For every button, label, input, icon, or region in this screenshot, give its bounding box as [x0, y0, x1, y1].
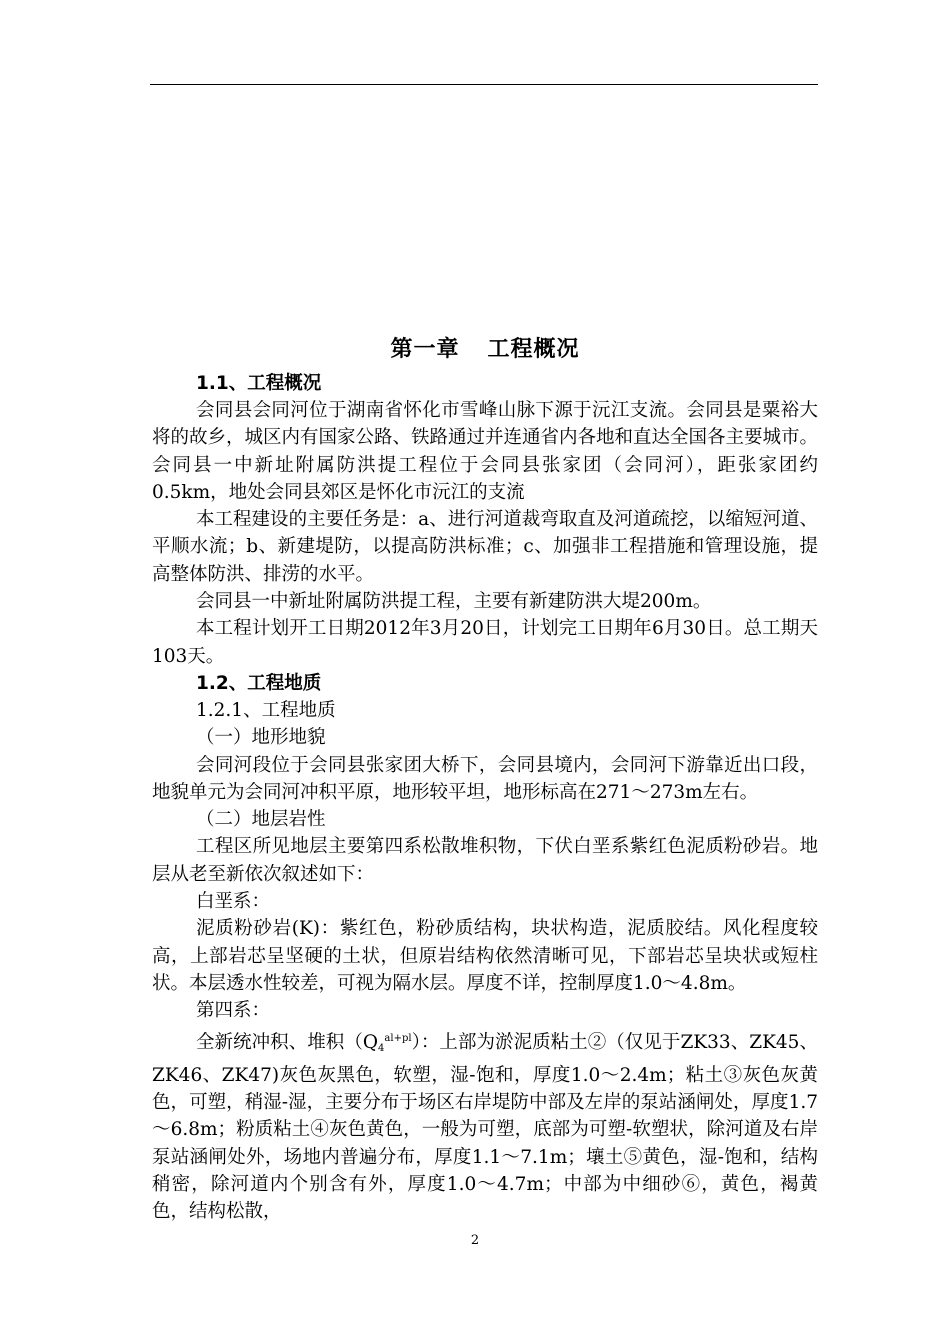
- paragraph-schedule: 本工程计划开工日期2012年3月20日，计划完工日期年6月30日。总工期天103天。: [152, 618, 818, 667]
- cretaceous-heading: 白垩系：: [196, 891, 271, 913]
- paragraph-location: 会同县会同河位于湖南省怀化市雪峰山脉下源于沅江支流。会同县是粟裕大将的故乡，城区内有国家公路、铁路通过并连通省内各地和直达全国各主要城市。会同县一中新址附属防洪提工程位于会同县张家团（会同河），距张家团约0.5km，地处会同县郊区是怀化市沅江的支流: [152, 400, 819, 503]
- topic-heading-strata: （二）地层岩性: [196, 809, 326, 831]
- section-heading-1-1: 1.1、工程概况: [196, 373, 322, 394]
- topic-heading-landform: （一）地形地貌: [196, 727, 326, 749]
- subsection-heading-1-2-1: 1.2.1、工程地质: [196, 699, 336, 721]
- chapter-name: 工程概况: [487, 337, 580, 362]
- section-heading-1-2: 1.2、工程地质: [196, 672, 322, 694]
- quaternary-heading: 第四系：: [196, 1000, 271, 1022]
- paragraph-tasks: 本工程建设的主要任务是：a、进行河道裁弯取直及河道疏挖，以缩短河道、平顺水流；b、新建堤防，以提高防洪标准；c、加强非工程措施和管理设施，提高整体防洪、排涝的水平。: [152, 509, 818, 585]
- paragraph-scope: 会同县一中新址附属防洪提工程，主要有新建防洪大堤200m。: [196, 591, 712, 613]
- header-rule: [150, 84, 818, 85]
- chapter-number: 第一章: [390, 337, 460, 362]
- page-number: 2: [470, 1233, 480, 1248]
- document-body: [152, 334, 818, 1226]
- chapter-title: [152, 334, 818, 366]
- paragraph-landform: 会同河段位于会同县张家团大桥下，会同县境内，会同河下游靠近出口段，地貌单元为会同河冲积平原，地形较平坦，地形标高在271～273m左右。: [152, 754, 818, 803]
- paragraph-strata: 工程区所见地层主要第四系松散堆积物，下伏白垩系紫红色泥质粉砂岩。地层从老至新依次叙述如下：: [152, 836, 818, 885]
- paragraph-siltstone: 泥质粉砂岩(K)：紫红色，粉砂质结构，块状构造，泥质胶结。风化程度较高，上部岩芯呈坚硬的土状，但原岩结构依然清晰可见，下部岩芯呈块状或短柱状。本层透水性较差，可视为隔水层。厚度不详，控制厚度1.0～4.8m。: [152, 918, 818, 994]
- paragraph-holocene: 全新统冲积、堆积$(Q_4^{al+pl})$：上部为淤泥质粘土②（仅见于ZK33、ZK45、ZK46、ZK47)灰色灰黑色，软塑，湿-饱和，厚度1.0～2.4m；粘土③灰色灰黄色，可塑，稍湿-湿，主要分布于场区右岸堤防中部及左岸的泵站涵闸处，厚度1.7～6.8m；粉质粘土④灰色黄色，一般为可塑，底部为可塑-软塑状，除河道及右岸泵站涵闸处外，场地内普遍分布，厚度1.1～7.1m；壤土⑤黄色，湿-饱和，结构稍密，除河道内个别含有外，厚度1.0～4.7m；中部为中细砂⑥，黄色，褐黄色，结构松散，: [152, 1031, 818, 1223]
